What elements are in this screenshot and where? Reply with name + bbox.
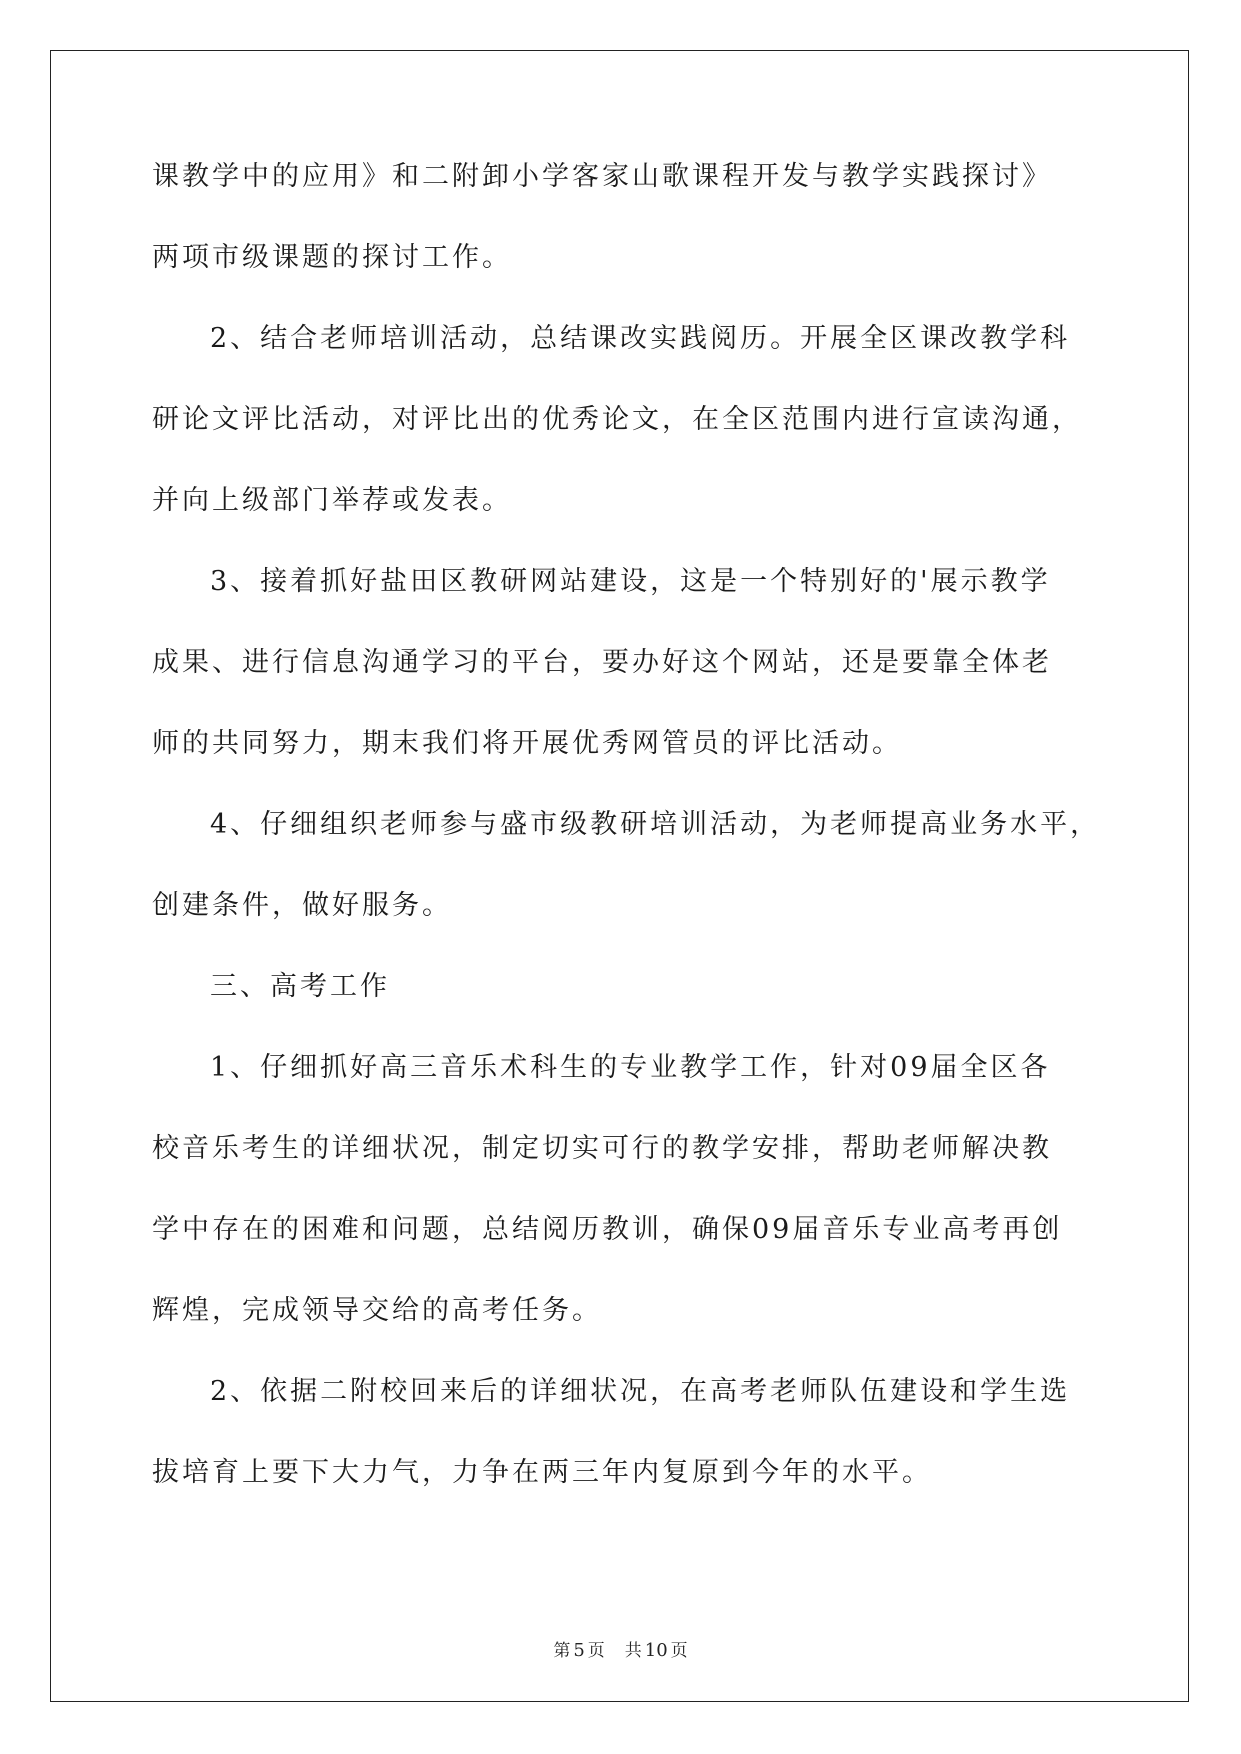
text-line: 课教学中的应用》和二附卸小学客家山歌课程开发与教学实践探讨》 (152, 161, 1052, 192)
text-line: 学中存在的困难和问题，总结阅历教训，确保09届音乐专业高考再创 (152, 1214, 1063, 1245)
text-line: 并向上级部门举荐或发表。 (152, 485, 512, 516)
text-line: 拔培育上要下大力气，力争在两三年内复原到今年的水平。 (152, 1457, 932, 1488)
page-prefix: 第 (553, 1641, 571, 1661)
text-line: 校音乐考生的详细状况，制定切实可行的教学安排，帮助老师解决教 (152, 1133, 1052, 1164)
text-line: 4、仔细组织老师参与盛市级教研培训活动，为老师提高业务水平， (210, 809, 1101, 840)
text-line: 研论文评比活动，对评比出的优秀论文，在全区范围内进行宣读沟通， (152, 404, 1082, 435)
page-footer (0, 1636, 1241, 1661)
page-current: 5 (573, 1640, 585, 1661)
document-body (152, 160, 1101, 1537)
total-prefix: 共 (624, 1641, 642, 1661)
page-suffix: 页 (587, 1641, 605, 1661)
text-line: 2、依据二附校回来后的详细状况，在高考老师队伍建设和学生选 (210, 1376, 1071, 1407)
text-line: 成果、进行信息沟通学习的平台，要办好这个网站，还是要靠全体老 (152, 647, 1052, 678)
text-line: 3、接着抓好盐田区教研网站建设，这是一个特别好的'展示教学 (210, 566, 1051, 597)
total-suffix: 页 (670, 1641, 688, 1661)
text-line: 1、仔细抓好高三音乐术科生的专业教学工作，针对09届全区各 (210, 1052, 1051, 1083)
text-line: 2、结合老师培训活动，总结课改实践阅历。开展全区课改教学科 (210, 323, 1071, 354)
text-line: 创建条件，做好服务。 (152, 890, 452, 921)
section-heading: 三、高考工作 (210, 971, 390, 1002)
text-line: 两项市级课题的探讨工作。 (152, 242, 512, 273)
page-total: 10 (644, 1640, 668, 1661)
text-line: 辉煌，完成领导交给的高考任务。 (152, 1295, 602, 1326)
text-line: 师的共同努力，期末我们将开展优秀网管员的评比活动。 (152, 728, 902, 759)
